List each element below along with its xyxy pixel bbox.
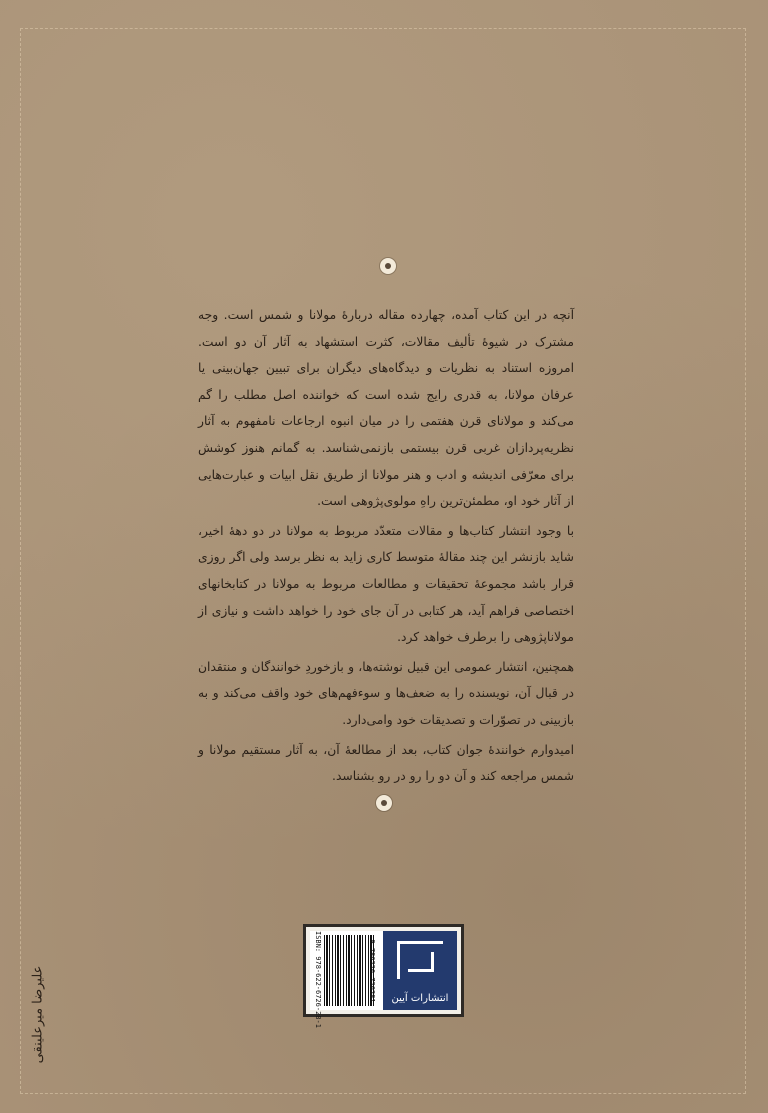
isbn-label: ISBN: 978-622-6726-28-1 [314,931,322,1028]
publisher-logo-icon [397,941,443,979]
barcode-panel [303,924,464,1028]
blurb-paragraph: با وجود انتشار کتاب‌ها و مقالات متعدّد مربوط به مولانا در دو دههٔ اخیر، شاید بازنشر این چند مقالهٔ متوسط کاری زاید به نظر برسد ولی اگر روزی قرار باشد مجموعهٔ تحقیقات و مطالعات مربوط به مولانا در کتابخانهای اختصاصی فراهم آید، هر کتابی در آن جای خود را خواهد داشت و نیازی از مولاناپژوهی را برطرف خواهد کرد. [198,523,574,645]
ornament-icon [376,795,392,811]
ornament-icon [380,258,396,274]
publisher-logo [383,931,457,1010]
signature-text: علیرضا میرعلینقی [30,965,46,1064]
barcode-digits: 9 786226 726281 [368,939,376,1003]
blurb-paragraph: امیدوارم خوانندهٔ جوان کتاب، بعد از مطالعهٔ آن، به آثار مستقیم مولانا و شمس مراجعه کند و آن دو را رو در رو بشناسد. [198,742,574,784]
barcode [310,931,384,1028]
blurb-paragraph: همچنین، انتشار عمومی این قبیل نوشته‌ها، و بازخوردِ خوانندگان و منتقدان در قبال آن، نویسنده را به ضعف‌ها و سوءفهم‌های خود واقف می‌کند و به بازبینی در تصوّرات و تصدیقات خود وامی‌دارد. [198,659,574,727]
blurb-paragraph: آنچه در این کتاب آمده، چهارده مقاله دربارهٔ مولانا و شمس است. وجه مشترک در شیوهٔ تألیف مقالات، کثرت استشهاد به آثار آن دو است. امروزه استناد به نظریات و دیدگاه‌های دیگران برای تبیین جهان‌بینی یا عرفان مولانا، به قدری رایج شده است که خواننده اصل مطلب را گم می‌کند و مولانای قرن هفتمی را در میان انبوه ارجاعات نامفهوم به آثار نظریه‌پردازان غربی قرن بیستمی بازنمی‌شناسد. به گمانم هنوز کوشش برای معرّفی اندیشه و ادب و هنر مولانا از طریق نقل ابیات و عبارت‌هایی از آثار خود او، مطمئن‌ترین راهِ مولوی‌پژوهی است. [198,308,574,509]
designer-signature [28,955,48,1075]
blurb-text [198,302,574,793]
publisher-name: انتشارات آیین [391,993,449,1004]
